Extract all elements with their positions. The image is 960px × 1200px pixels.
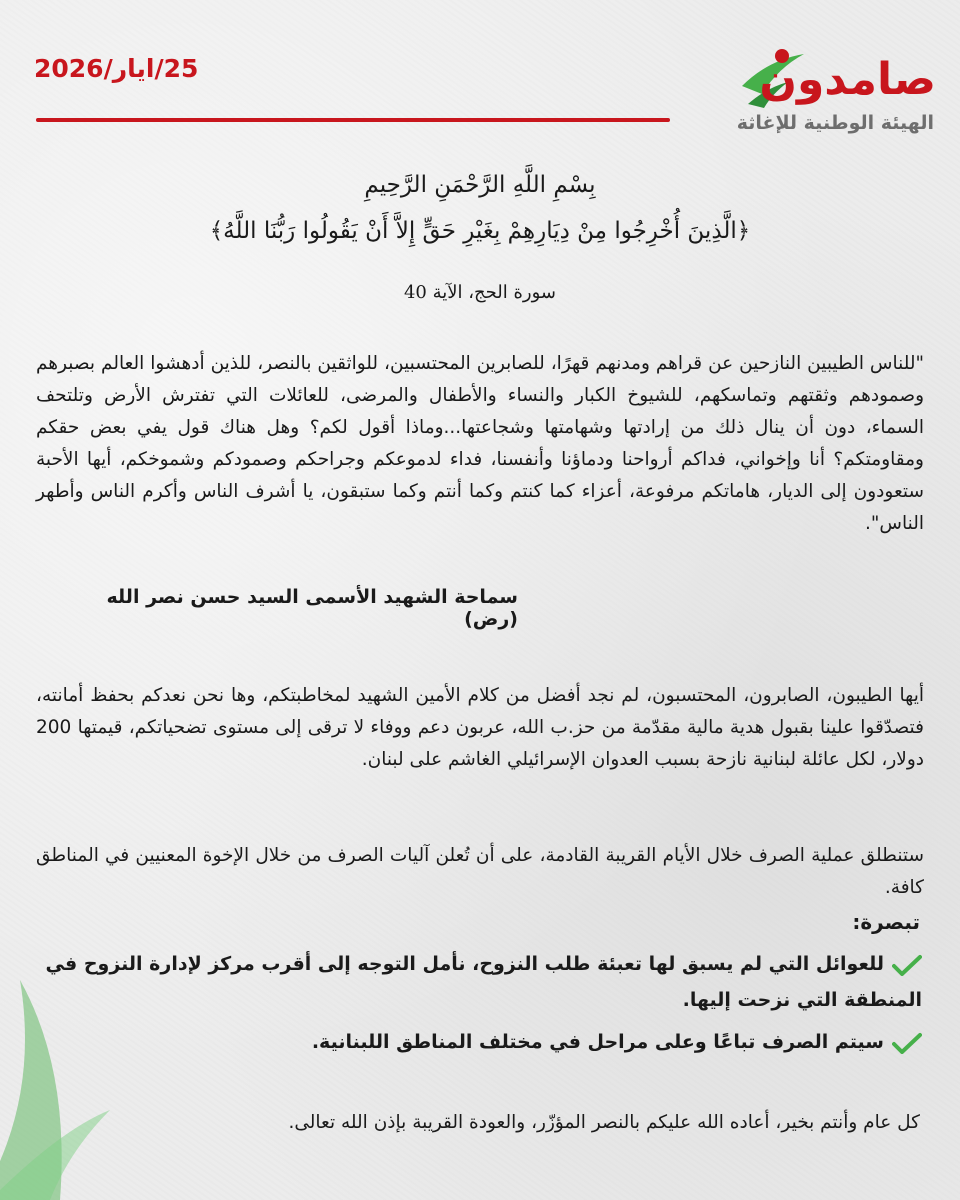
- document-date: 25/ايار/2026: [34, 54, 199, 83]
- verse-reference: سورة الحج، الآية 40: [403, 282, 557, 303]
- logo-subtitle: الهيئة الوطنية للإغاثة: [736, 112, 934, 134]
- organization-logo: [738, 42, 938, 142]
- closing-greeting: كل عام وأنتم بخير، أعاده الله عليكم بالنصر المؤزّر، والعودة القريبة بإذن الله تعالى.: [288, 1112, 920, 1133]
- basmala: بِسْمِ اللَّهِ الرَّحْمَنِ الرَّحِيمِ: [364, 172, 596, 198]
- header-divider: [36, 118, 670, 122]
- notes-title: تبصرة:: [852, 910, 920, 934]
- decorative-leaf-icon: [0, 980, 150, 1200]
- green-check-mark-icon: [892, 1032, 922, 1054]
- note-item-2: [42, 1024, 922, 1060]
- quran-verse: ﴿الَّذِينَ أُخْرِجُوا مِنْ دِيَارِهِمْ بِغَيْرِ حَقٍّ إِلاَّ أَنْ يَقُولُوا رَبُّنَا اللَّهُ﴾: [209, 218, 751, 244]
- green-check-mark-icon: [892, 954, 922, 976]
- quote-paragraph: "للناس الطيبين النازحين عن قراهم ومدنهم قهرًا، للصابرين المحتسبين، للواثقين بالنصر، للذين أدهشوا العالم بصبرهم وصمودهم وثقتهم وتماسكهم، للشيوخ الكبار والنساء والأطفال والمرضى، للعائلات التي تفترش الأرض وتلتحف السماء، دون أن ينال ذلك من إرادتها وشهامتها وشجاعتها...وماذا أقول لكم؟ وهل هناك قول يفي بعض حقكم ومقاومتكم؟ أنا وإخواني، فداكم أرواحنا ودماؤنا وأنفسنا، فداء لدموعكم وجراحكم وصمودكم وشموخكم، أيها الأحبة ستعودون إلى الديار، هاماتكم مرفوعة، أعزاء كما كنتم وكما أنتم وكما ستبقون، يا أشرف الناس وأكرم الناس وأطهر الناس".: [36, 353, 924, 534]
- body-paragraph-2: ستنطلق عملية الصرف خلال الأيام القريبة القادمة، على أن تُعلن آليات الصرف من خلال الإخوة المعنيين في المناطق كافة.: [36, 845, 924, 898]
- quote-signature: سماحة الشهيد الأسمى السيد حسن نصر الله (رض): [106, 586, 518, 630]
- body-paragraph-1: أيها الطيبون، الصابرون، المحتسبون، لم نجد أفضل من كلام الأمين الشهيد لمخاطبتكم، وها نحن نعدكم بحفظ أمانته، فتصدّقوا علينا بقبول هدية مالية مقدّمة من حز.ب الله، عربون دعم ووفاء لا ترقى إلى مستوى تضحياتكم، قيمتها 200 دولار، لكل عائلة لبنانية نازحة بسبب العدوان الإسرائيلي الغاشم على لبنان.: [36, 685, 924, 770]
- logo-wordmark: صامدون: [759, 54, 936, 105]
- note-item-1: [42, 946, 922, 1018]
- note-item-text: سيتم الصرف تباعًا وعلى مراحل في مختلف المناطق اللبنانية.: [311, 1031, 884, 1053]
- note-item-text: للعوائل التي لم يسبق لها تعبئة طلب النزوح، نأمل التوجه إلى أقرب مركز لإدارة النزوح في المنطقة التي نزحت إليها.: [45, 953, 922, 1011]
